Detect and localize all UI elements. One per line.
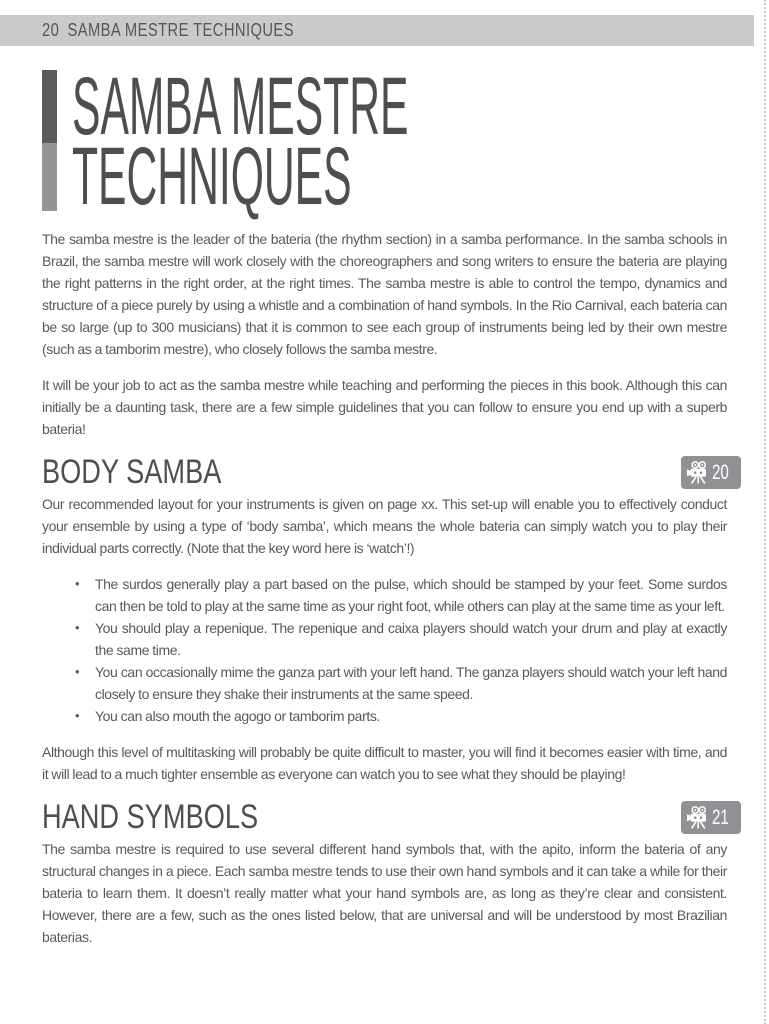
- hand-symbols-paragraph: The samba mestre is required to use several different hand symbols that, with the apito, inform the bateria of any structural changes in a piece. Each samba mestre tends to use their own hand symbols and it can take a while for their bateria to learn them. It doesn’t really matter what your hand symbols are, as long as they’re clear and consistent. However, there are a few, such as the ones listed below, that are universal and will be understood by most Brazilian baterias.: [42, 841, 727, 945]
- list-item: • You can also mouth the agogo or tamborim parts.: [95, 705, 727, 727]
- section-heading-hand-symbols: HAND SYMBOLS: [42, 798, 259, 836]
- chapter-title: [72, 61, 719, 222]
- section-heading-body-samba: BODY SAMBA: [42, 453, 222, 491]
- running-header-text: [42, 20, 294, 41]
- page-content: [42, 61, 730, 962]
- body-samba-closing-paragraph: Although this level of multitasking will probably be quite difficult to master, you will find it becomes easier with time, and it will lead to a much tighter ensemble as everyone can watch you to see what they should be playing!: [42, 744, 727, 782]
- chapter-title-line2: TECHNIQUES: [72, 131, 352, 222]
- body-samba-paragraph: Our recommended layout for your instruments is given on page xx. This set-up will enable you to effectively conduct your ensemble by using a type of ‘body samba’, which means the whole bateria can simply watch you to play their individual parts correctly. (Note that the key word here is ‘watch’!): [42, 496, 727, 556]
- list-item: • You can occasionally mime the ganza part with your left hand. The ganza players should watch your left hand closely to ensure they shake their instruments at the same speed.: [95, 661, 727, 705]
- chapter-accent-bar: [42, 70, 57, 211]
- running-header-title: SAMBA MESTRE TECHNIQUES: [67, 20, 294, 40]
- video-camera-icon: [686, 460, 712, 485]
- section-heading-row-hand-symbols: [42, 798, 730, 836]
- video-reference-number: 20: [712, 460, 730, 484]
- body-samba-guidelines-list: [42, 573, 727, 727]
- intro-paragraph-1: The samba mestre is the leader of the bateria (the rhythm section) in a samba performance. In the samba schools in Brazil, the samba mestre will work closely with the choreographers and song writers to ensure the bateria are playing the right patterns in the right order, at the right times. The samba mestre is able to control the tempo, dynamics and structure of a piece purely by using a whistle and a combination of hand symbols. In the Rio Carnival, each bateria can be so large (up to 300 musicians) that it is common to see each group of instruments being led by their own mestre (such as a tamborim mestre), who closely follows the samba mestre.: [42, 231, 727, 357]
- page-number: 20: [42, 20, 60, 40]
- chapter-title-line1: SAMBA MESTRE: [72, 61, 409, 152]
- accent-bar-bottom: [42, 143, 57, 211]
- video-camera-icon: [686, 805, 712, 830]
- section-heading-row-body-samba: [42, 453, 730, 491]
- page-edge-divider: [764, 0, 766, 1024]
- video-reference-badge: [681, 456, 741, 489]
- chapter-title-block: [42, 61, 727, 222]
- accent-bar-top: [42, 70, 57, 143]
- video-reference-number: 21: [712, 805, 730, 829]
- intro-paragraph-2: It will be your job to act as the samba mestre while teaching and performing the pieces in this book. Although this can initially be a daunting task, there are a few simple guidelines that you can follow to ensure you end up with a superb bateria!: [42, 377, 727, 437]
- list-item: • The surdos generally play a part based on the pulse, which should be stamped by your feet. Some surdos can then be told to play at the same time as your right foot, while others can play at the same time as your left.: [95, 573, 727, 617]
- list-item: • You should play a repenique. The repenique and caixa players should watch your drum and play at exactly the same time.: [95, 617, 727, 661]
- running-header: [0, 15, 754, 46]
- video-reference-badge: [681, 801, 741, 834]
